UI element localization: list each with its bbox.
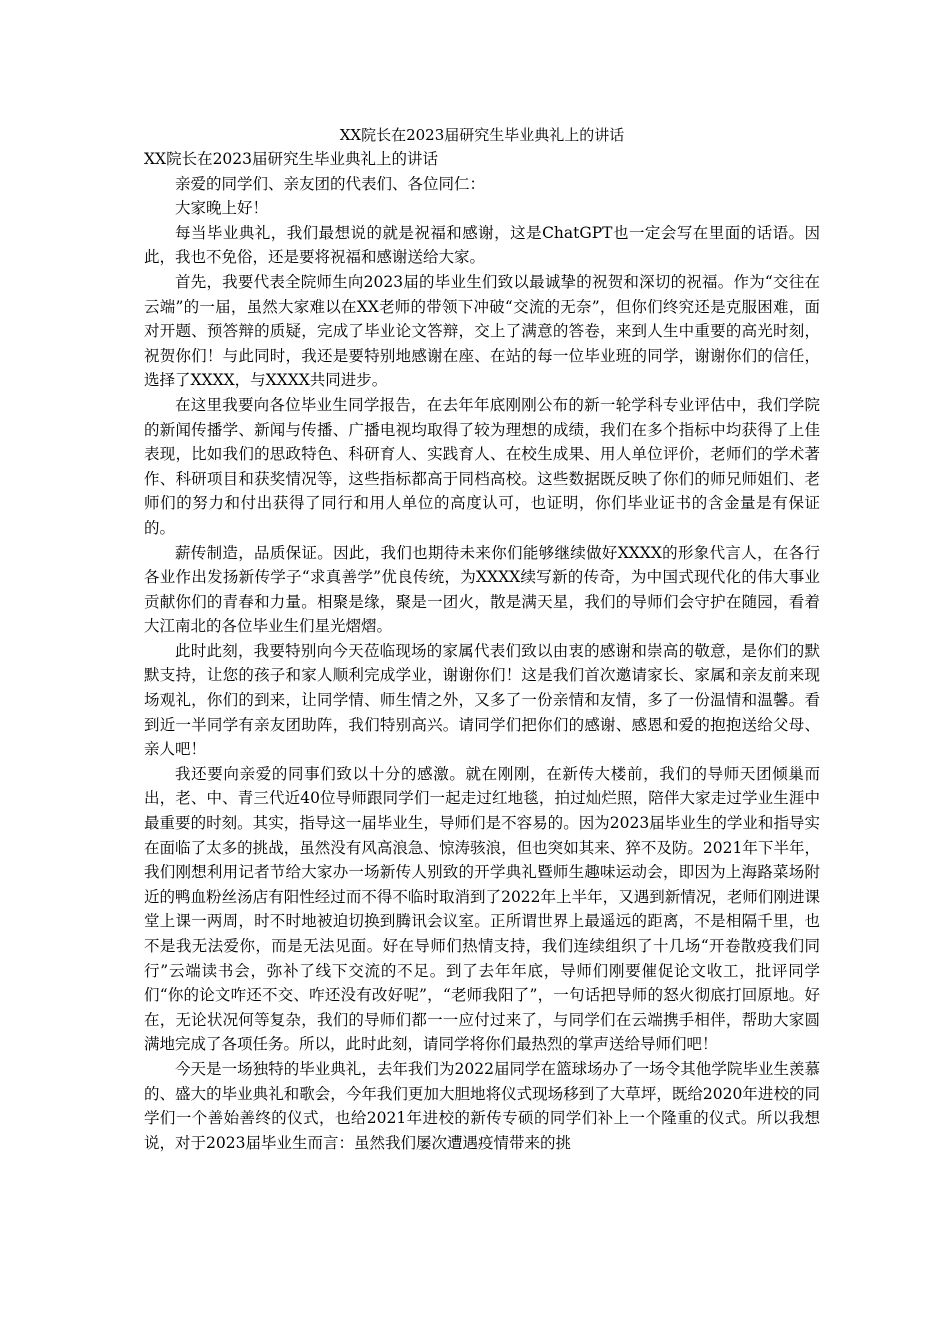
paragraph: 此时此刻，我要特别向今天莅临现场的家属代表们致以由衷的感谢和崇高的敬意，是你们的默默支持，让您的孩子和家人顺利完成学业，谢谢你们！这是我们首次邀请家长、家属和亲友前来现场观礼，你们的到来，让同学情、师生情之外，又多了一份亲情和友情，多了一份温情和温馨。看到近一半同学有亲友团助阵，我们特别高兴。请同学们把你们的感谢、感恩和爱的抱抱送给父母、亲人吧！ (144, 641, 820, 759)
paragraph: 每当毕业典礼，我们最想说的就是祝福和感谢，这是ChatGPT也一定会写在里面的话语。因此，我也不免俗，还是要将祝福和感谢送给大家。 (144, 223, 820, 267)
document-page (144, 124, 820, 1155)
greeting: 大家晚上好！ (175, 199, 269, 218)
paragraph: 在这里我要向各位毕业生同学报告，在去年年底刚刚公布的新一轮学科专业评估中，我们学院的新闻传播学、新闻与传播、广播电视均取得了较为理想的成绩，我们在多个指标中均获得了上佳表现，比如我们的思政特色、科研育人、实践育人、在校生成果、用人单位评价，老师们的学术著作、科研项目和获奖情况等，这些指标都高于同档高校。这些数据既反映了你们的师兄师姐们、老师们的努力和付出获得了同行和用人单位的高度认可，也证明，你们毕业证书的含金量是有保证的。 (144, 395, 820, 537)
paragraph: 今天是一场独特的毕业典礼，去年我们为2022届同学在篮球场办了一场令其他学院毕业生羡慕的、盛大的毕业典礼和歌会，今年我们更加大胆地将仪式现场移到了大草坪，既给2020年进校的同学们一个善始善终的仪式，也给2021年进校的新传专硕的同学们补上一个隆重的仪式。所以我想说，对于2023届毕业生而言：虽然我们屡次遭遇疫情带来的挑 (144, 1059, 820, 1152)
document-subtitle: XX院长在2023届研究生毕业典礼上的讲话 (144, 150, 439, 168)
paragraph: 首先，我要代表全院师生向2023届的毕业生们致以最诚挚的祝贺和深切的祝福。作为“交往在云端”的一届，虽然大家难以在XX老师的带领下冲破“交流的无奈”，但你们终究还是克服困难，面对开题、预答辩的质疑，完成了毕业论文答辩，交上了满意的答卷，来到人生中重要的高光时刻，祝贺你们！与此同时，我还是要特别地感谢在座、在站的每一位毕业班的同学，谢谢你们的信任，选择了XXXX，与XXXX共同进步。 (144, 272, 820, 390)
document-title: XX院长在2023届研究生毕业典礼上的讲话 (339, 126, 625, 144)
paragraph: 我还要向亲爱的同事们致以十分的感激。就在刚刚，在新传大楼前，我们的导师天团倾巢而出，老、中、青三代近40位导师跟同学们一起走过红地毯，拍过灿烂照，陪伴大家走过学业生涯中最重要的时刻。其实，指导这一届毕业生，导师们是不容易的。因为2023届毕业生的学业和指导实在面临了太多的挑战，虽然没有风高浪急、惊涛骇浪，但也突如其来、猝不及防。2021年下半年，我们刚想利用记者节给大家办一场新传人别致的开学典礼暨师生趣味运动会，即因为上海路菜场附近的鸭血粉丝汤店有阳性经过而不得不临时取消到了2022年上半年，又遇到新情况，老师们刚进课堂上课一两周，时不时地被迫切换到腾讯会议室。正所谓世界上最遥远的距离，不是相隔千里，也不是我无法爱你，而是无法见面。好在导师们热情支持，我们连续组织了十几场“开卷散疫我们同行”云端读书会，弥补了线下交流的不足。到了去年年底，导师们刚要催促论文收工，批评同学们“你的论文咋还不交、咋还没有改好呢”，“老师我阳了”，一句话把导师的怒火彻底打回原地。好在，无论状况何等复杂，我们的导师们都一一应付过来了，与同学们在云端携手相伴，帮助大家圆满地完成了各项任务。所以，此时此刻，请同学将你们最热烈的掌声送给导师们吧！ (144, 764, 820, 1054)
paragraph: 薪传制造，品质保证。因此，我们也期待未来你们能够继续做好XXXX的形象代言人，在各行各业作出发扬新传学子“求真善学”优良传统，为XXXX续写新的传奇，为中国式现代化的伟大事业贡献你们的青春和力量。相聚是缘，聚是一团火，散是满天星，我们的导师们会守护在随园，看着大江南北的各位毕业生们星光熠熠。 (144, 543, 820, 636)
salutation: 亲爱的同学们、亲友团的代表们、各位同仁： (175, 174, 486, 193)
